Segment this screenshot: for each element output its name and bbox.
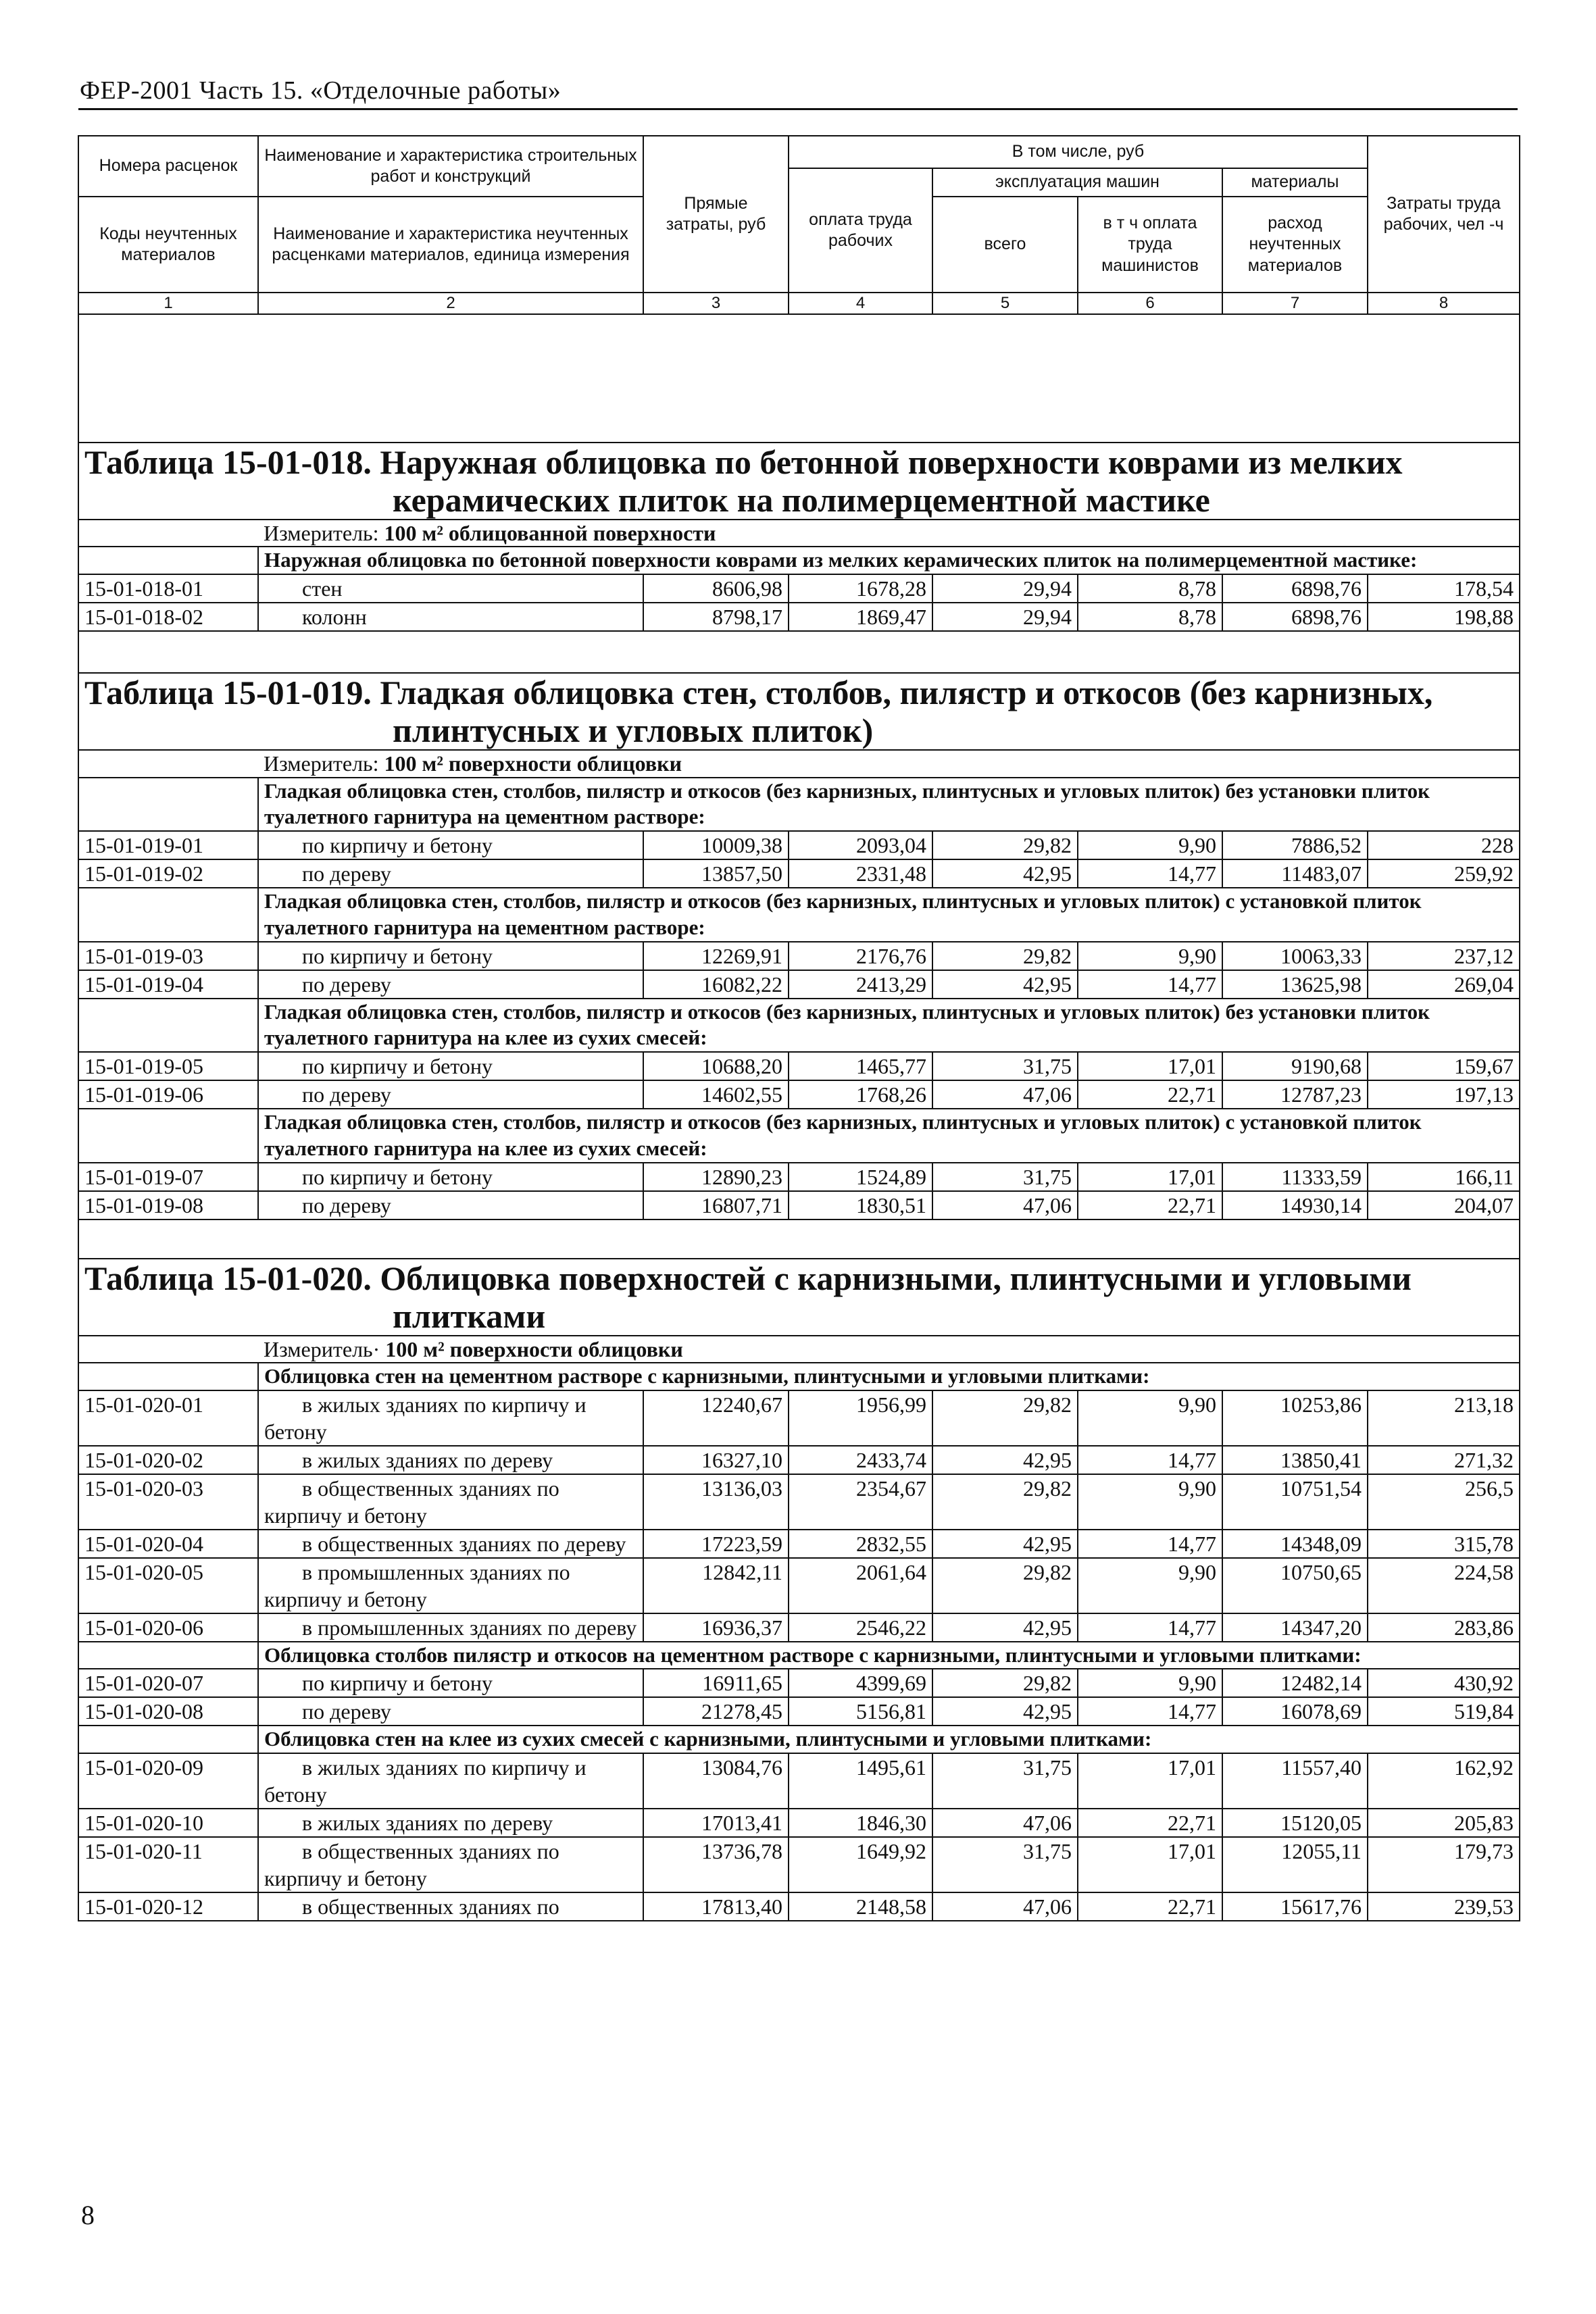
meter-value: 100 м² поверхности облицовки — [385, 1336, 683, 1361]
machines-total-cell: 42,95 — [932, 970, 1078, 999]
machines-total-cell: 31,75 — [932, 1837, 1078, 1892]
machinist-pay-cell: 14,77 — [1078, 1446, 1222, 1474]
labor-pay-cell: 2061,64 — [789, 1558, 932, 1613]
table-row — [78, 1837, 1520, 1892]
section-heading: Гладкая облицовка стен, столбов, пилястр и откосов (без карнизных, плинтусных и угловых плиток) без установки плиток туалетного гарнитура на клее из сухих смесей: — [258, 999, 1520, 1053]
table-row — [78, 1697, 1520, 1726]
machinist-pay-cell: 8,78 — [1078, 574, 1222, 603]
materials-cell: 11483,07 — [1222, 859, 1368, 888]
machinist-pay-cell: 14,77 — [1078, 1613, 1222, 1642]
col-header-labor-pay: оплата труда рабочих — [789, 168, 932, 293]
work-name-cell: в общественных зданиях по кирпичу и бетону — [258, 1837, 643, 1892]
rate-code-cell: 15-01-020-03 — [78, 1474, 258, 1530]
machines-total-cell: 29,94 — [932, 603, 1078, 631]
direct-costs-cell: 10009,38 — [643, 831, 789, 859]
table-gap — [78, 1219, 1520, 1259]
materials-cell: 12787,23 — [1222, 1080, 1368, 1109]
work-name-cell: в промышленных зданиях по дереву — [258, 1613, 643, 1642]
meter — [258, 1336, 1520, 1363]
work-name-cell: по дереву — [258, 1080, 643, 1109]
labor-hours-cell: 178,54 — [1368, 574, 1520, 603]
labor-hours-cell: 204,07 — [1368, 1191, 1520, 1219]
labor-pay-cell: 2354,67 — [789, 1474, 932, 1530]
table-row — [78, 1809, 1520, 1837]
section-heading: Гладкая облицовка стен, столбов, пилястр и откосов (без карнизных, плинтусных и угловых плиток) без установки плиток туалетного гарнитура на цементном растворе: — [258, 778, 1520, 832]
rate-code-cell: 15-01-020-01 — [78, 1390, 258, 1446]
header-rule — [78, 108, 1518, 110]
col-header-unaccounted-materials: расход неучтенных материалов — [1222, 197, 1368, 293]
work-name-cell: в жилых зданиях по дереву — [258, 1446, 643, 1474]
table-row — [78, 970, 1520, 999]
section-heading: Гладкая облицовка стен, столбов, пилястр и откосов (без карнизных, плинтусных и угловых плиток) с установкой плиток туалетного гарнитура на клее из сухих смесей: — [258, 1109, 1520, 1163]
table-row — [78, 942, 1520, 970]
section-heading: Наружная облицовка по бетонной поверхности коврами из мелких керамических плиток на полимерцементной мастике: — [258, 547, 1520, 574]
materials-cell: 13625,98 — [1222, 970, 1368, 999]
direct-costs-cell: 16082,22 — [643, 970, 789, 999]
direct-costs-cell: 12890,23 — [643, 1163, 789, 1191]
table-row — [78, 1753, 1520, 1809]
direct-costs-cell: 17223,59 — [643, 1530, 789, 1558]
col-number: 4 — [789, 293, 932, 314]
table-title-line2: керамических плиток на полимерцементной мастике — [393, 481, 1210, 519]
labor-hours-cell: 198,88 — [1368, 603, 1520, 631]
materials-cell: 10751,54 — [1222, 1474, 1368, 1530]
work-name-cell: в жилых зданиях по кирпичу и бетону — [258, 1753, 643, 1809]
labor-hours-cell: 162,92 — [1368, 1753, 1520, 1809]
table-row — [78, 1474, 1520, 1530]
section-heading: Облицовка стен на клее из сухих смесей с карнизными, плинтусными и угловыми плитками: — [258, 1726, 1520, 1753]
section-heading-row — [78, 1109, 1520, 1163]
machines-total-cell: 42,95 — [932, 1613, 1078, 1642]
materials-cell: 10750,65 — [1222, 1558, 1368, 1613]
labor-pay-cell: 1465,77 — [789, 1052, 932, 1080]
machinist-pay-cell: 17,01 — [1078, 1163, 1222, 1191]
section-heading-row — [78, 1363, 1520, 1390]
work-name-cell: стен — [258, 574, 643, 603]
labor-pay-cell: 1678,28 — [789, 574, 932, 603]
machinist-pay-cell: 22,71 — [1078, 1080, 1222, 1109]
rate-code-cell: 15-01-019-04 — [78, 970, 258, 999]
machinist-pay-cell: 22,71 — [1078, 1892, 1222, 1921]
rate-code-cell: 15-01-019-03 — [78, 942, 258, 970]
direct-costs-cell: 16936,37 — [643, 1613, 789, 1642]
table-title-row — [78, 443, 1520, 520]
work-name-cell: в общественных зданиях по дереву — [258, 1530, 643, 1558]
table-gap — [78, 314, 1520, 443]
labor-pay-cell: 2433,74 — [789, 1446, 932, 1474]
machinist-pay-cell: 9,90 — [1078, 831, 1222, 859]
labor-hours-cell: 159,67 — [1368, 1052, 1520, 1080]
table-row — [78, 574, 1520, 603]
table-row — [78, 1669, 1520, 1697]
direct-costs-cell: 8606,98 — [643, 574, 789, 603]
rate-code-cell: 15-01-020-08 — [78, 1697, 258, 1726]
labor-pay-cell: 2331,48 — [789, 859, 932, 888]
work-name-cell: в промышленных зданиях по кирпичу и бетону — [258, 1558, 643, 1613]
machinist-pay-cell: 8,78 — [1078, 603, 1222, 631]
materials-cell: 13850,41 — [1222, 1446, 1368, 1474]
section-heading: Гладкая облицовка стен, столбов, пилястр и откосов (без карнизных, плинтусных и угловых плиток) с установкой плиток туалетного гарнитура на цементном растворе: — [258, 888, 1520, 942]
labor-pay-cell: 1830,51 — [789, 1191, 932, 1219]
col-header-machines-total: всего — [932, 197, 1078, 293]
work-name-cell: по дереву — [258, 970, 643, 999]
work-name-cell: по дереву — [258, 1191, 643, 1219]
materials-cell: 15617,76 — [1222, 1892, 1368, 1921]
direct-costs-cell: 13136,03 — [643, 1474, 789, 1530]
materials-cell: 7886,52 — [1222, 831, 1368, 859]
section-heading: Облицовка стен на цементном растворе с карнизными, плинтусными и угловыми плитками: — [258, 1363, 1520, 1390]
rate-code-cell: 15-01-019-06 — [78, 1080, 258, 1109]
machines-total-cell: 47,06 — [932, 1080, 1078, 1109]
col-header-including: В том числе, руб — [789, 136, 1368, 168]
machinist-pay-cell: 17,01 — [1078, 1753, 1222, 1809]
table-row — [78, 1390, 1520, 1446]
table-title — [78, 673, 1520, 750]
col-number: 5 — [932, 293, 1078, 314]
labor-hours-cell: 256,5 — [1368, 1474, 1520, 1530]
machinist-pay-cell: 22,71 — [1078, 1191, 1222, 1219]
machinist-pay-cell: 9,90 — [1078, 942, 1222, 970]
col-number: 1 — [78, 293, 258, 314]
materials-cell: 11333,59 — [1222, 1163, 1368, 1191]
labor-hours-cell: 271,32 — [1368, 1446, 1520, 1474]
work-name-cell: в жилых зданиях по дереву — [258, 1809, 643, 1837]
col-number: 3 — [643, 293, 789, 314]
work-name-cell: по кирпичу и бетону — [258, 1052, 643, 1080]
labor-pay-cell: 2148,58 — [789, 1892, 932, 1921]
labor-hours-cell: 430,92 — [1368, 1669, 1520, 1697]
machines-total-cell: 29,82 — [932, 942, 1078, 970]
labor-pay-cell: 4399,69 — [789, 1669, 932, 1697]
section-heading-row — [78, 888, 1520, 942]
table-row — [78, 1446, 1520, 1474]
machines-total-cell: 47,06 — [932, 1191, 1078, 1219]
rate-code-cell: 15-01-018-01 — [78, 574, 258, 603]
labor-pay-cell: 1495,61 — [789, 1753, 932, 1809]
labor-pay-cell: 1869,47 — [789, 603, 932, 631]
labor-pay-cell: 2413,29 — [789, 970, 932, 999]
meter — [258, 520, 1520, 547]
labor-hours-cell: 269,04 — [1368, 970, 1520, 999]
table-row — [78, 1558, 1520, 1613]
materials-cell: 10253,86 — [1222, 1390, 1368, 1446]
meter-label: Измеритель: — [264, 751, 384, 776]
direct-costs-cell: 13084,76 — [643, 1753, 789, 1809]
meter-row — [78, 1336, 1520, 1363]
table-row — [78, 1613, 1520, 1642]
work-name-cell: по кирпичу и бетону — [258, 1163, 643, 1191]
col-header-materials: материалы — [1222, 168, 1368, 197]
machines-total-cell: 42,95 — [932, 1530, 1078, 1558]
section-heading-row — [78, 1642, 1520, 1669]
materials-cell: 6898,76 — [1222, 603, 1368, 631]
table-row — [78, 1080, 1520, 1109]
labor-hours-cell: 205,83 — [1368, 1809, 1520, 1837]
work-name-cell: по дереву — [258, 1697, 643, 1726]
machinist-pay-cell: 17,01 — [1078, 1052, 1222, 1080]
work-name-cell: по кирпичу и бетону — [258, 942, 643, 970]
col-header-work-name: Наименование и характеристика строительных работ и конструкций — [258, 136, 643, 197]
labor-pay-cell: 2546,22 — [789, 1613, 932, 1642]
rate-code-cell: 15-01-020-07 — [78, 1669, 258, 1697]
labor-pay-cell: 2832,55 — [789, 1530, 932, 1558]
labor-pay-cell: 1524,89 — [789, 1163, 932, 1191]
materials-cell: 16078,69 — [1222, 1697, 1368, 1726]
direct-costs-cell: 13857,50 — [643, 859, 789, 888]
machinist-pay-cell: 9,90 — [1078, 1390, 1222, 1446]
materials-cell: 9190,68 — [1222, 1052, 1368, 1080]
meter-label: Измеритель· — [264, 1336, 386, 1361]
materials-cell: 14348,09 — [1222, 1530, 1368, 1558]
table-title — [78, 443, 1520, 520]
table-gap — [78, 631, 1520, 673]
machines-total-cell: 29,82 — [932, 1669, 1078, 1697]
machines-total-cell: 31,75 — [932, 1163, 1078, 1191]
direct-costs-cell: 16327,10 — [643, 1446, 789, 1474]
labor-hours-cell: 237,12 — [1368, 942, 1520, 970]
rate-code-cell: 15-01-020-06 — [78, 1613, 258, 1642]
direct-costs-cell: 16911,65 — [643, 1669, 789, 1697]
table-title-row — [78, 673, 1520, 750]
rate-code-cell: 15-01-020-09 — [78, 1753, 258, 1809]
materials-cell: 10063,33 — [1222, 942, 1368, 970]
meter-value: 100 м² поверхности облицовки — [384, 751, 682, 776]
labor-hours-cell: 228 — [1368, 831, 1520, 859]
machinist-pay-cell: 14,77 — [1078, 970, 1222, 999]
machines-total-cell: 31,75 — [932, 1753, 1078, 1809]
machines-total-cell: 42,95 — [932, 1697, 1078, 1726]
machines-total-cell: 42,95 — [932, 1446, 1078, 1474]
col-header-material-codes: Коды неучтенных материалов — [78, 197, 258, 293]
table-row — [78, 831, 1520, 859]
direct-costs-cell: 12269,91 — [643, 942, 789, 970]
materials-cell: 11557,40 — [1222, 1753, 1368, 1809]
rate-code-cell: 15-01-020-12 — [78, 1892, 258, 1921]
col-number: 8 — [1368, 293, 1520, 314]
table-title-line1: Таблица 15-01-019. Гладкая облицовка стен, столбов, пилястр и откосов (без карнизных, — [84, 674, 1433, 712]
labor-hours-cell: 283,86 — [1368, 1613, 1520, 1642]
section-heading-row — [78, 1726, 1520, 1753]
work-name-cell: по дереву — [258, 859, 643, 888]
col-header-labor-cost: Затраты труда рабочих, чел -ч — [1368, 136, 1520, 293]
table-row — [78, 1052, 1520, 1080]
machines-total-cell: 29,82 — [932, 1390, 1078, 1446]
labor-hours-cell: 166,11 — [1368, 1163, 1520, 1191]
rate-code-cell: 15-01-020-05 — [78, 1558, 258, 1613]
col-number: 2 — [258, 293, 643, 314]
machinist-pay-cell: 22,71 — [1078, 1809, 1222, 1837]
machines-total-cell: 47,06 — [932, 1892, 1078, 1921]
col-header-machines: эксплуатация машин — [932, 168, 1222, 197]
materials-cell: 12482,14 — [1222, 1669, 1368, 1697]
col-number: 7 — [1222, 293, 1368, 314]
table-title-line1: Таблица 15-01-018. Наружная облицовка по бетонной поверхности коврами из мелких — [84, 443, 1403, 481]
machines-total-cell: 29,94 — [932, 574, 1078, 603]
meter-label: Измеритель: — [264, 521, 384, 545]
rates-table — [78, 135, 1520, 1921]
direct-costs-cell: 14602,55 — [643, 1080, 789, 1109]
labor-hours-cell: 213,18 — [1368, 1390, 1520, 1446]
work-name-cell: колонн — [258, 603, 643, 631]
col-number: 6 — [1078, 293, 1222, 314]
machines-total-cell: 47,06 — [932, 1809, 1078, 1837]
table-body — [78, 314, 1520, 1921]
work-name-cell: в общественных зданиях по — [258, 1892, 643, 1921]
meter-row — [78, 750, 1520, 777]
machines-total-cell: 42,95 — [932, 859, 1078, 888]
labor-pay-cell: 1956,99 — [789, 1390, 932, 1446]
machines-total-cell: 29,82 — [932, 831, 1078, 859]
rate-code-cell: 15-01-019-07 — [78, 1163, 258, 1191]
table-title-line1: Таблица 15-01-020. Облицовка поверхностей с карнизными, плинтусными и угловыми — [84, 1259, 1412, 1297]
work-name-cell: в жилых зданиях по кирпичу и бетону — [258, 1390, 643, 1446]
machines-total-cell: 31,75 — [932, 1052, 1078, 1080]
labor-pay-cell: 1768,26 — [789, 1080, 932, 1109]
rate-code-cell: 15-01-020-11 — [78, 1837, 258, 1892]
machinist-pay-cell: 14,77 — [1078, 1697, 1222, 1726]
table-row — [78, 1530, 1520, 1558]
table-row — [78, 859, 1520, 888]
direct-costs-cell: 21278,45 — [643, 1697, 789, 1726]
direct-costs-cell: 12240,67 — [643, 1390, 789, 1446]
labor-hours-cell: 179,73 — [1368, 1837, 1520, 1892]
col-header-material-names: Наименование и характеристика неучтенных расценками материалов, единица измерения — [258, 197, 643, 293]
materials-cell: 15120,05 — [1222, 1809, 1368, 1837]
labor-hours-cell: 315,78 — [1368, 1530, 1520, 1558]
labor-pay-cell: 5156,81 — [789, 1697, 932, 1726]
rate-code-cell: 15-01-018-02 — [78, 603, 258, 631]
labor-pay-cell: 1649,92 — [789, 1837, 932, 1892]
direct-costs-cell: 10688,20 — [643, 1052, 789, 1080]
machinist-pay-cell: 17,01 — [1078, 1837, 1222, 1892]
rate-code-cell: 15-01-020-02 — [78, 1446, 258, 1474]
rate-code-cell: 15-01-020-04 — [78, 1530, 258, 1558]
col-header-machinist-pay: в т ч оплата труда машинистов — [1078, 197, 1222, 293]
table-row — [78, 1892, 1520, 1921]
work-name-cell: по кирпичу и бетону — [258, 831, 643, 859]
materials-cell: 6898,76 — [1222, 574, 1368, 603]
labor-hours-cell: 259,92 — [1368, 859, 1520, 888]
section-heading: Облицовка столбов пилястр и откосов на цементном растворе с карнизными, плинтусными и угловыми плитками: — [258, 1642, 1520, 1669]
table-row — [78, 603, 1520, 631]
labor-hours-cell: 224,58 — [1368, 1558, 1520, 1613]
labor-pay-cell: 2093,04 — [789, 831, 932, 859]
machinist-pay-cell: 9,90 — [1078, 1669, 1222, 1697]
direct-costs-cell: 8798,17 — [643, 603, 789, 631]
materials-cell: 14347,20 — [1222, 1613, 1368, 1642]
machinist-pay-cell: 14,77 — [1078, 1530, 1222, 1558]
meter-row — [78, 520, 1520, 547]
section-heading-row — [78, 778, 1520, 832]
table-title-line2: плитками — [393, 1297, 546, 1335]
page-header: ФЕР-2001 Часть 15. «Отделочные работы» — [80, 76, 562, 105]
labor-pay-cell: 2176,76 — [789, 942, 932, 970]
direct-costs-cell: 13736,78 — [643, 1837, 789, 1892]
labor-hours-cell: 239,53 — [1368, 1892, 1520, 1921]
machinist-pay-cell: 14,77 — [1078, 859, 1222, 888]
machines-total-cell: 29,82 — [932, 1474, 1078, 1530]
rate-code-cell: 15-01-019-02 — [78, 859, 258, 888]
machines-total-cell: 29,82 — [932, 1558, 1078, 1613]
rate-code-cell: 15-01-019-05 — [78, 1052, 258, 1080]
materials-cell: 14930,14 — [1222, 1191, 1368, 1219]
direct-costs-cell: 17813,40 — [643, 1892, 789, 1921]
labor-hours-cell: 519,84 — [1368, 1697, 1520, 1726]
table-title-row — [78, 1259, 1520, 1336]
meter — [258, 750, 1520, 777]
rate-code-cell: 15-01-019-08 — [78, 1191, 258, 1219]
direct-costs-cell: 12842,11 — [643, 1558, 789, 1613]
table-row — [78, 1191, 1520, 1219]
table-title-line2: плинтусных и угловых плиток) — [393, 711, 874, 750]
direct-costs-cell: 16807,71 — [643, 1191, 789, 1219]
table-row — [78, 1163, 1520, 1191]
machinist-pay-cell: 9,90 — [1078, 1558, 1222, 1613]
section-heading-row — [78, 999, 1520, 1053]
direct-costs-cell: 17013,41 — [643, 1809, 789, 1837]
meter-value: 100 м² облицованной поверхности — [384, 521, 716, 545]
work-name-cell: в общественных зданиях по кирпичу и бетону — [258, 1474, 643, 1530]
table-title — [78, 1259, 1520, 1336]
materials-cell: 12055,11 — [1222, 1837, 1368, 1892]
col-header-direct-costs: Прямые затраты, руб — [643, 136, 789, 293]
rate-code-cell: 15-01-020-10 — [78, 1809, 258, 1837]
labor-hours-cell: 197,13 — [1368, 1080, 1520, 1109]
section-heading-row — [78, 547, 1520, 574]
col-header-rate-numbers: Номера расценок — [78, 136, 258, 197]
page-number: 8 — [81, 2200, 95, 2230]
work-name-cell: по кирпичу и бетону — [258, 1669, 643, 1697]
rate-code-cell: 15-01-019-01 — [78, 831, 258, 859]
labor-pay-cell: 1846,30 — [789, 1809, 932, 1837]
machinist-pay-cell: 9,90 — [1078, 1474, 1222, 1530]
